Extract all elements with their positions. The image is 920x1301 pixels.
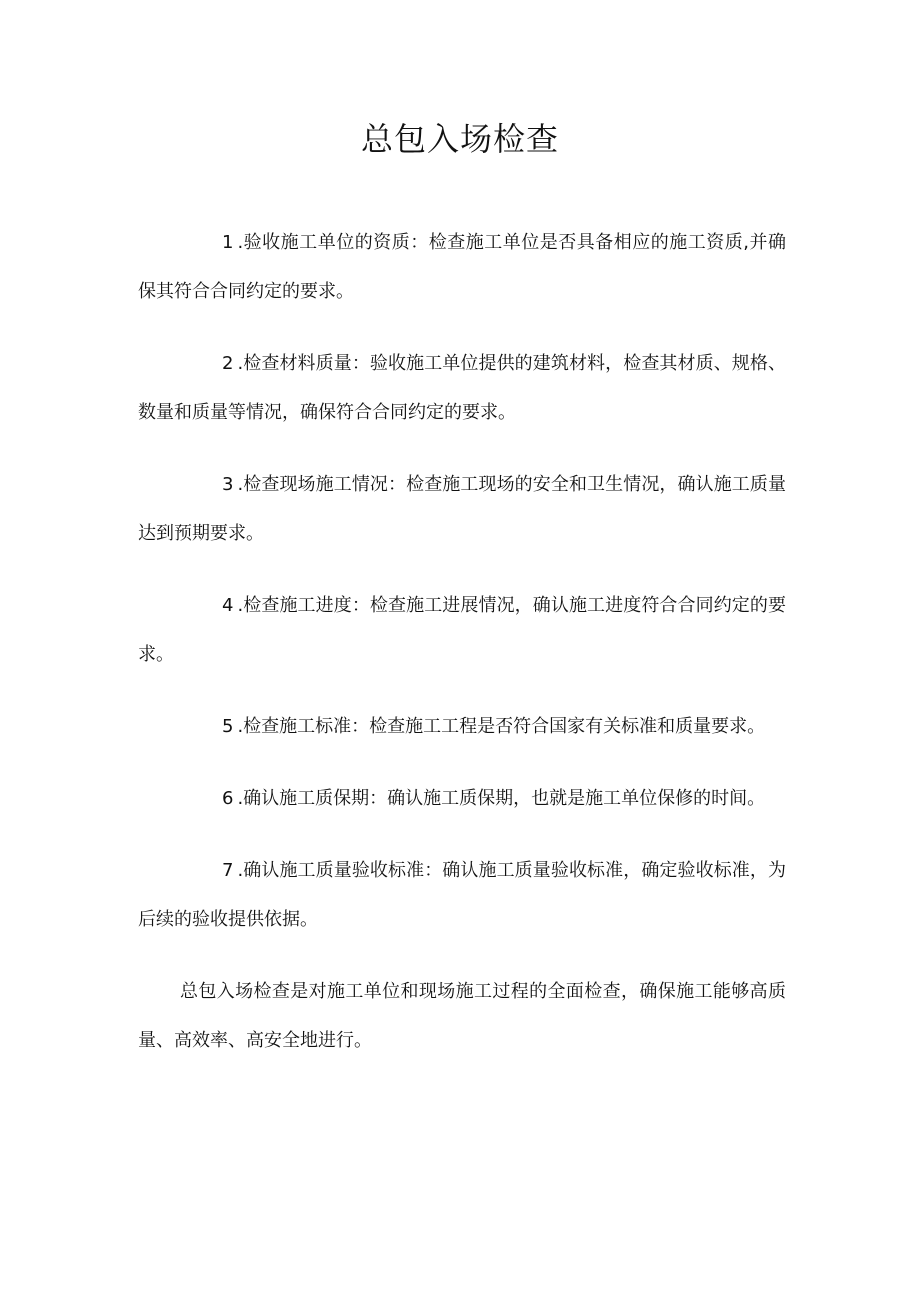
list-item-5 bbox=[138, 702, 786, 751]
list-item-7 bbox=[138, 846, 786, 944]
list-item-6 bbox=[138, 774, 786, 823]
conclusion-paragraph: 总包入场检查是对施工单位和现场施工过程的全面检查，确保施工能够高质量、高效率、高安全地进行。 bbox=[138, 981, 786, 1051]
item-number: 4 bbox=[222, 595, 234, 616]
item-text: .检查施工标准：检查施工工程是否符合国家有关标准和质量要求。 bbox=[237, 716, 766, 737]
list-item-1 bbox=[138, 218, 786, 316]
item-text: .检查材料质量：验收施工单位提供的建筑材料，检查其材质、规格、数量和质量等情况，确保符合合同约定的要求。 bbox=[138, 353, 786, 423]
list-item-4 bbox=[138, 581, 786, 679]
document-title: 总包入场检查 bbox=[360, 120, 559, 158]
item-number: 6 bbox=[222, 788, 234, 809]
list-item-3 bbox=[138, 460, 786, 558]
item-text: .验收施工单位的资质：检查施工单位是否具备相应的施工资质,并确保其符合合同约定的要求。 bbox=[138, 232, 786, 302]
item-text: .检查施工进度：检查施工进展情况，确认施工进度符合合同约定的要求。 bbox=[138, 595, 786, 665]
item-number: 3 bbox=[222, 474, 234, 495]
document-body bbox=[138, 218, 786, 1088]
item-number: 1 bbox=[222, 232, 234, 253]
item-number: 2 bbox=[222, 353, 234, 374]
item-number: 7 bbox=[222, 860, 234, 881]
item-text: .检查现场施工情况：检查施工现场的安全和卫生情况，确认施工质量达到预期要求。 bbox=[138, 474, 786, 544]
item-number: 5 bbox=[222, 716, 234, 737]
item-text: .确认施工质保期：确认施工质保期，也就是施工单位保修的时间。 bbox=[237, 788, 766, 809]
list-item-2 bbox=[138, 339, 786, 437]
item-text: .确认施工质量验收标准：确认施工质量验收标准，确定验收标准，为后续的验收提供依据。 bbox=[138, 860, 786, 930]
